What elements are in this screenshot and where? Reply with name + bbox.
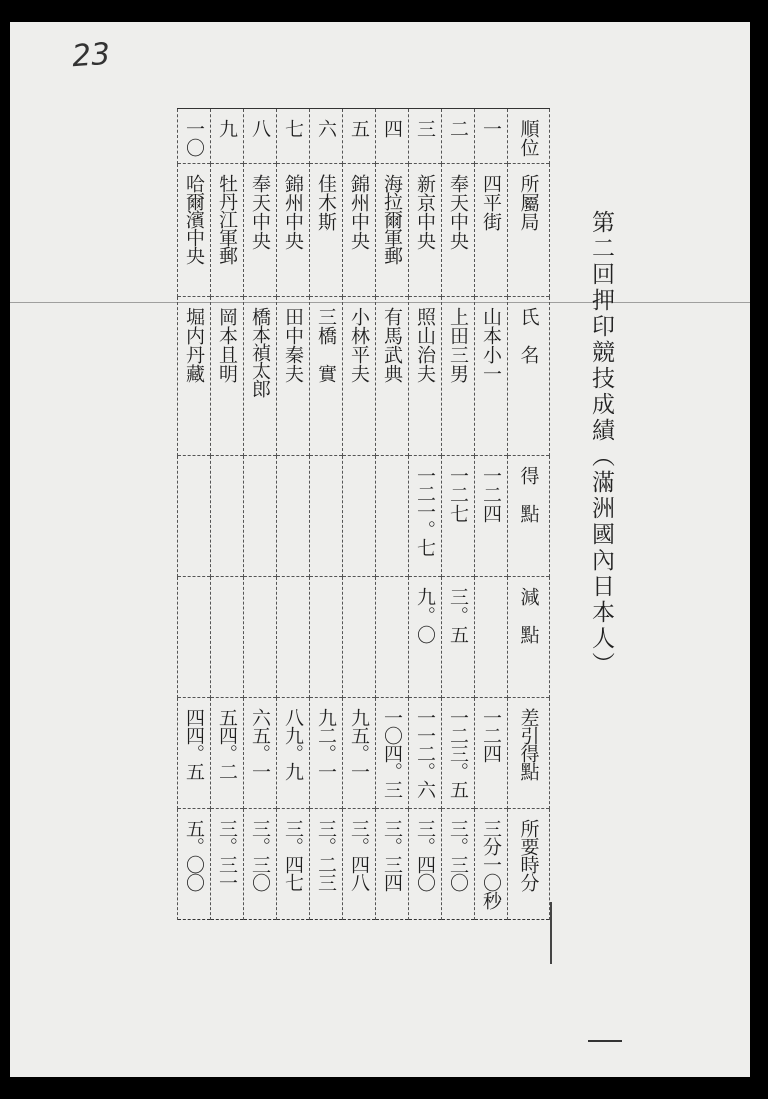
office-cell: 奉天中央 bbox=[447, 174, 469, 250]
time-cell: 三。四七 bbox=[282, 819, 304, 891]
time-cell: 三。四〇 bbox=[414, 819, 436, 891]
document-title: 第二回押印競技成績（滿洲國內日本人） bbox=[588, 210, 614, 678]
office-cell: 錦州中央 bbox=[348, 174, 370, 250]
table-row bbox=[178, 809, 550, 920]
score-header: 得 點 bbox=[517, 466, 540, 523]
net-cell: 一〇四。三 bbox=[381, 708, 403, 798]
deduct-cell: 九。〇 bbox=[414, 587, 436, 644]
net-cell: 四四。五 bbox=[183, 708, 205, 780]
table-row bbox=[178, 456, 550, 577]
net-cell: 一一二。六 bbox=[414, 708, 436, 798]
rank-cell: 二 bbox=[447, 119, 469, 138]
time-cell: 三。三〇 bbox=[249, 819, 271, 891]
score-cell: 一二七 bbox=[447, 466, 469, 523]
margin-line bbox=[550, 902, 552, 964]
table-row bbox=[178, 698, 550, 809]
rank-cell: 八 bbox=[249, 119, 271, 138]
name-cell: 小林平夫 bbox=[348, 307, 370, 383]
name-cell: 山本小一 bbox=[480, 307, 502, 383]
name-header: 氏 名 bbox=[517, 307, 540, 364]
rank-cell: 一 bbox=[480, 119, 502, 138]
table-row bbox=[178, 109, 550, 164]
time-cell: 三。三〇 bbox=[447, 819, 469, 891]
time-cell: 三分一〇秒 bbox=[480, 819, 502, 909]
rank-cell: 七 bbox=[282, 119, 304, 138]
name-cell: 田中秦夫 bbox=[282, 307, 304, 383]
net-cell: 一二四 bbox=[480, 708, 502, 762]
office-cell: 四平街 bbox=[480, 174, 502, 231]
net-cell: 八九。九 bbox=[282, 708, 304, 780]
office-header: 所屬局 bbox=[517, 174, 540, 231]
score-cell: 一二一。七 bbox=[414, 466, 436, 556]
deduct-header: 減 點 bbox=[517, 587, 540, 644]
name-cell: 三橋 實 bbox=[315, 307, 337, 383]
rank-header: 順位 bbox=[517, 119, 540, 157]
name-cell: 橋本禎太郎 bbox=[249, 307, 271, 397]
rank-cell: 六 bbox=[315, 119, 337, 138]
net-cell: 一二三。五 bbox=[447, 708, 469, 798]
name-cell: 照山治夫 bbox=[414, 307, 436, 383]
margin-dash bbox=[588, 1040, 622, 1042]
results-table bbox=[177, 108, 550, 920]
rank-cell: 三 bbox=[414, 119, 436, 138]
office-cell: 奉天中央 bbox=[249, 174, 271, 250]
page-number: 23 bbox=[70, 36, 112, 75]
deduct-cell: 三。五 bbox=[447, 587, 469, 644]
office-cell: 哈爾濱中央 bbox=[183, 174, 205, 264]
rank-cell: 九 bbox=[216, 119, 238, 138]
office-cell: 牡丹江軍郵 bbox=[216, 174, 238, 264]
table-row bbox=[178, 297, 550, 456]
table-row bbox=[178, 577, 550, 698]
time-cell: 五。〇〇 bbox=[183, 819, 205, 891]
name-cell: 岡本且明 bbox=[216, 307, 238, 383]
net-cell: 五四。二 bbox=[216, 708, 238, 780]
net-header: 差引得點 bbox=[517, 708, 540, 780]
document-page bbox=[10, 22, 750, 1077]
office-cell: 海拉爾軍郵 bbox=[381, 174, 403, 264]
net-cell: 六五。一 bbox=[249, 708, 271, 780]
time-cell: 三。三四 bbox=[381, 819, 403, 891]
name-cell: 有馬武典 bbox=[381, 307, 403, 383]
time-cell: 三。二三 bbox=[315, 819, 337, 891]
time-cell: 三。四八 bbox=[348, 819, 370, 891]
time-header: 所要時分 bbox=[517, 819, 540, 891]
name-cell: 上田三男 bbox=[447, 307, 469, 383]
office-cell: 佳木斯 bbox=[315, 174, 337, 231]
name-cell: 堀内丹藏 bbox=[183, 307, 205, 383]
score-cell: 一二四 bbox=[480, 466, 502, 523]
rank-cell: 四 bbox=[381, 119, 403, 138]
rank-cell: 一〇 bbox=[183, 119, 205, 157]
time-cell: 三。三一 bbox=[216, 819, 238, 891]
table-row bbox=[178, 164, 550, 297]
net-cell: 九五。一 bbox=[348, 708, 370, 780]
office-cell: 錦州中央 bbox=[282, 174, 304, 250]
net-cell: 九二。一 bbox=[315, 708, 337, 780]
office-cell: 新京中央 bbox=[414, 174, 436, 250]
rank-cell: 五 bbox=[348, 119, 370, 138]
